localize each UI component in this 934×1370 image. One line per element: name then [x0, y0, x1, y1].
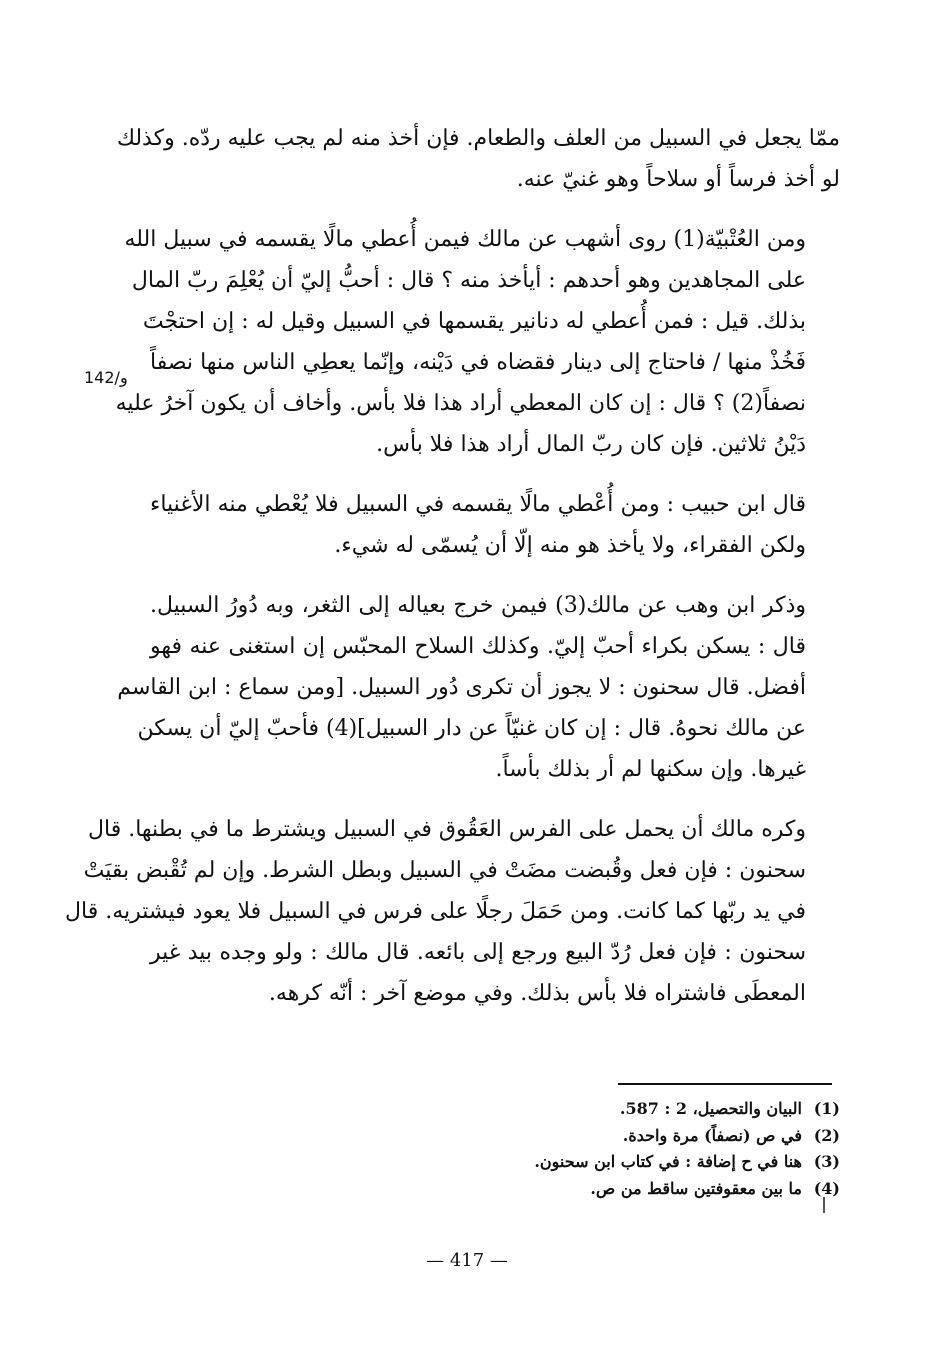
text-line: وكره مالك أن يحمل على الفرس العَقُوق في السبيل ويشترط ما في بطنها. قال — [88, 817, 806, 842]
text-line: ومن العُتْبيّة(1) روى أشهب عن مالك فيمن أُعطي مالًا يقسمه في سبيل الله — [124, 227, 806, 252]
text-line: عن مالك نحوهُ. قال : إن كان غنيّاً عن دار السبيل](4) فأحبّ إليّ أن يسكن — [137, 716, 806, 741]
text-line: لو أخذ فرساً أو سلاحاً وهو غنيّ عنه. — [516, 167, 840, 192]
text-line: المعطَى فاشتراه فلا بأس بذلك. وفي موضع آخر : أنّه كرهه. — [268, 981, 806, 1006]
text-line: ممّا يجعل في السبيل من العلف والطعام. فإن أخذ منه لم يجب عليه ردّه. وكذلك — [116, 126, 840, 151]
paragraph-1 — [116, 118, 840, 200]
paragraph-3 — [150, 484, 840, 566]
footnote-item — [420, 1096, 840, 1123]
text-line: سحنون : فإن فعل وقُبضت مضَتْ في السبيل وبطل الشرط. وإن لم تُقْبض بقيَتْ — [83, 858, 806, 883]
text-line: بذلك. قيل : فمن أُعطي له دنانير يقسمها في السبيل وقيل له : إن احتجْتَ — [142, 309, 806, 334]
text-line: غيرها. وإن سكنها لم أر بذلك بأساً. — [495, 757, 806, 782]
footnote-number: (1) — [813, 1099, 840, 1118]
footnote-number: (3) — [813, 1152, 840, 1171]
footnote-item — [420, 1176, 840, 1203]
paragraph-2 — [115, 219, 840, 465]
page-number: — 417 — — [426, 1250, 508, 1271]
text-line: وذكر ابن وهب عن مالك(3) فيمن خرج بعياله إلى الثغر، وبه دُورُ السبيل. — [150, 593, 806, 618]
text-line: على المجاهدين وهو أحدهم : أيأخذ منه ؟ قال : أحبُّ إليّ أن يُعْلِمَ ربّ المال — [131, 268, 806, 293]
footnote-item — [420, 1123, 840, 1150]
text-line: في يد ربّها كما كانت. ومن حَمَلَ رجلًا على فرس في السبيل فلا يعود فيشتريه. قال — [65, 899, 806, 924]
text-line: دَيْنُ ثلاثين. فإن كان ربّ المال أراد هذا فلا بأس. — [376, 432, 806, 457]
text-line: أفضل. قال سحنون : لا يجوز أن تكرى دُور السبيل. [ومن سماع : ابن القاسم — [117, 675, 806, 700]
footnote-text: ما بين معقوفتين ساقط من ص. — [590, 1178, 802, 1198]
footnote-item — [420, 1149, 840, 1176]
text-line: قال ابن حبيب : ومن أُعْطي مالًا يقسمه في السبيل فلا يُعْطي منه الأغنياء — [150, 492, 806, 517]
footnotes — [420, 1096, 840, 1202]
footnote-text: البيان والتحصيل، 2 : 587. — [619, 1099, 802, 1118]
scan-edge-mark — [823, 1197, 825, 1213]
footnote-divider — [618, 1083, 832, 1085]
footnote-text: في ص (نصفاً) مرة واحدة. — [622, 1125, 802, 1145]
text-line: نصفاً(2) ؟ قال : إن كان المعطي أراد هذا فلا بأس. وأخاف أن يكون آخرُ عليه — [115, 391, 806, 416]
paragraph-5 — [65, 809, 840, 1014]
folio-margin-note: 142/و — [84, 368, 128, 387]
text-line: قال : يسكن بكراء أحبّ إليّ. وكذلك السلاح المحبّس إن استغنى عنه فهو — [150, 634, 806, 659]
footnote-number: (4) — [813, 1178, 840, 1198]
footnote-text: هنا في ح إضافة : في كتاب ابن سحنون. — [534, 1152, 802, 1171]
text-line: فَخُذْ منها / فاحتاج إلى دينار فقضاه في دَيْنه، وإنّما يعطِي الناس منها نصفاً — [150, 350, 806, 375]
text-line: سحنون : فإن فعل رُدّ البيع ورجع إلى بائعه. قال مالك : ولو وجده بيد غير — [150, 940, 806, 965]
text-line: ولكن الفقراء، ولا يأخذ هو منه إلّا أن يُسمّى له شيء. — [334, 533, 806, 558]
footnote-number: (2) — [813, 1125, 840, 1145]
paragraph-4 — [117, 585, 840, 790]
